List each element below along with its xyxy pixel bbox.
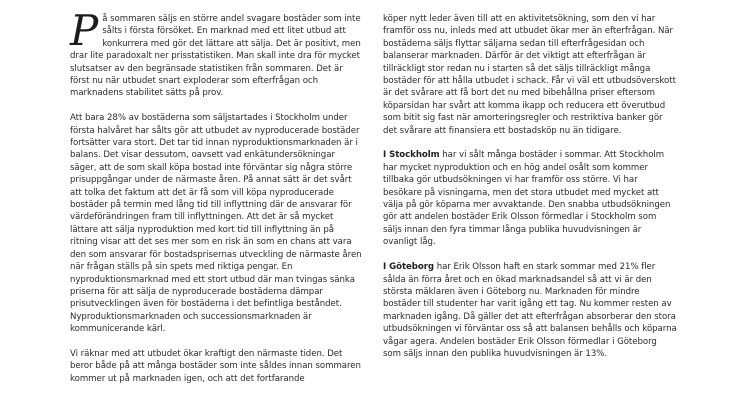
paragraph-goteborg: [383, 261, 677, 360]
right-column: [383, 13, 677, 373]
paragraph-intro-text: å sommaren säljs en större andel svagare bostäder som inte sålts i första försöket. En marknad med ett litet utbud att konkurrera med gör det lättare att sälja. Det är positivt, men drar lite paradoxalt ner prisstatistiken. Man skall inte dra för mycket slutsatser av den begränsade statistiken från sommaren. Det är först nu när utbudet snart exploderar som efterfrågan och marknadens stabilitet sätts på prov.: [70, 14, 361, 99]
paragraph-stockholm: [383, 149, 677, 248]
paragraph-demand-balance: köper nytt leder även till att en aktivitetsökning, som den vi har framför oss nu, inleds med att utbudet ökar mer än efterfrågan. När bostäderna säljs flyttar säljarna sedan till efterfrågesidan och balanserar marknaden. Därför är det viktigt att efterfrågan är tillräckligt stor redan nu i starten så det säljs tillräckligt många bostäder för att hålla utbudet i schack. Får vi väl ett utbudsöverskott är det svårare att få bort det nu med bibehållna priser eftersom köparsidan har svårt att komma ikapp och reducera ett överutbud som bitit sig fast när amorteringsregler och restriktiva banker gör det svårare att finansiera ett bostadsköp nu än tidigare.: [383, 14, 676, 136]
goteborg-lead: I Göteborg: [383, 262, 435, 273]
stockholm-text: har vi sålt många bostäder i sommar. Att Stockholm har mycket nyproduktion och en hög andel osålt som kommer tillbaka gör utbudsökningen vi har framför oss större. Vi har besökare på visningarna, men det stora utbudet med mycket att välja på gör köparna mer avvaktande. Den snabba utbudsökningen gör att andelen bostäder Erik Olsson förmedlar i Stockholm som säljs innan den fyra timmar långa publika huvudvisningen är ovanligt låg.: [383, 150, 671, 248]
goteborg-text: har Erik Olsson haft en stark sommar med 21% fler sålda än förra året och en ökad marknadsandel så att vi är den största mäklaren även i Göteborg nu. Marknaden för mindre bostäder till studenter har varit igång ett tag. Nu kommer resten av marknaden igång. Då gäller det att efterfrågan absorberar den stora utbudsökningen vi förväntar oss så att balansen behålls och köparna vågar agera. Andelen bostäder Erik Olsson förmedlar i Göteborg som säljs innan den publika huvudvisningen är 13%.: [383, 262, 677, 359]
left-column: [70, 6, 362, 398]
paragraph-intro: [70, 6, 362, 100]
paragraph-new-production: Att bara 28% av bostäderna som säljstartades i Stockholm under första halvåret har sålts gör att utbudet av nyproducerade bostäder fortsätter vara stort. Det tar tid innan nyproduktionsmarknaden är i balans. Det visar dessutom, oavsett vad enkätundersökningar säger, att de som skall köpa bostad inte förväntar sig några större prisuppgångar under de närmaste åren. På annat sätt är det svårt att tolka det faktum att det är få som vill köpa nyproducerade bostäder på termin med lång tid till inflyttning där de ansvarar för värdeförändringen fram till inflyttningen. Att det är så mycket lättare att sälja nyproduktion med kort tid till inflyttning än på ritning visar att det ses mer som en risk än som en chans att vara den som ansvarar för bostadsprisernas utveckling de närmaste åren när frågan ställs på sin spets med riktiga pengar. En nyproduktionsmarknad med ett stort utbud där man tvingas sänka priserna för att sälja de nyproducerade bostäderna dämpar prisutvecklingen även för bostäderna i det befintliga beståndet. Nyproduktionsmarknaden och successionsmarknaden är kommunicerande kärl.: [70, 113, 362, 335]
stockholm-lead: I Stockholm: [383, 150, 440, 161]
paragraph-supply-outlook: Vi räknar med att utbudet ökar kraftigt den närmaste tiden. Det beror både på att många bostäder som inte såldes innan sommaren kommer ut på marknaden igen, och att det fortfarande: [70, 348, 361, 384]
drop-cap: P: [70, 6, 99, 55]
